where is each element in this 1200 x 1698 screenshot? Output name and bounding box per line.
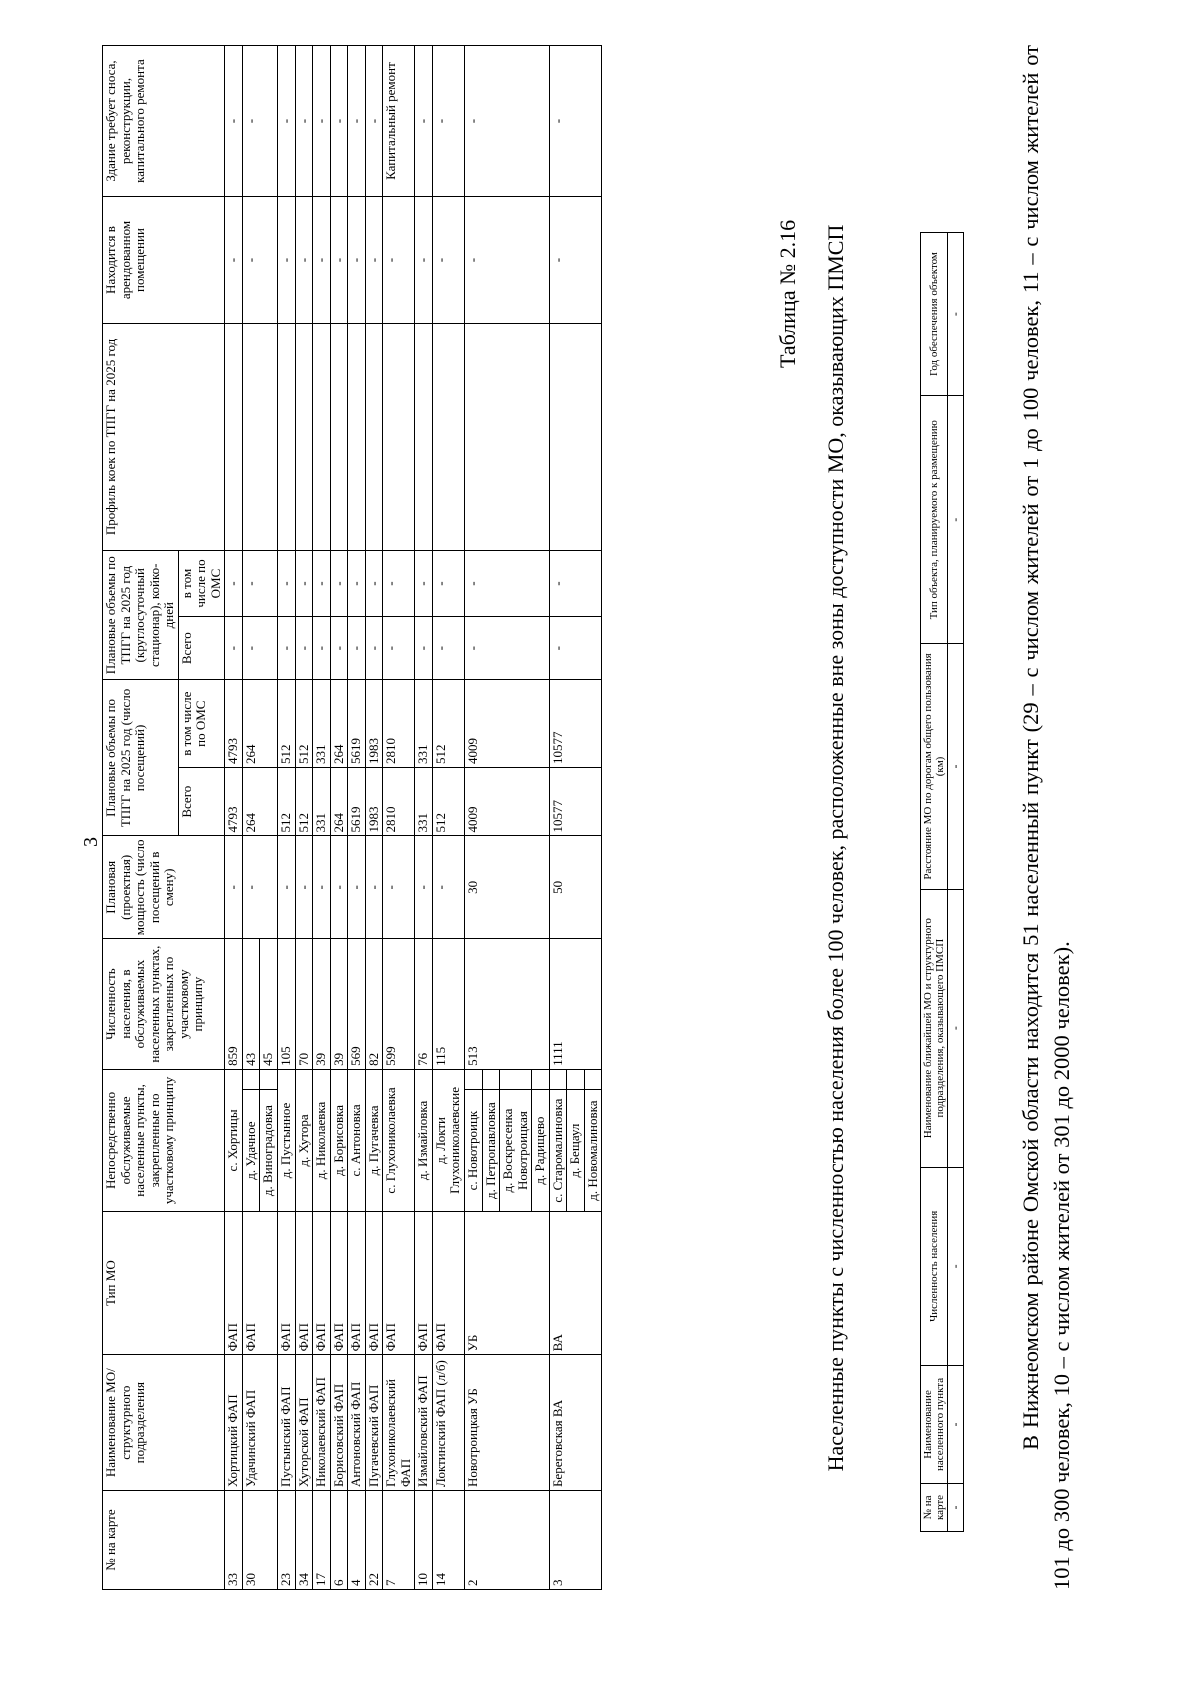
- cell-capacity: -: [278, 836, 296, 939]
- cell-beds-total: -: [415, 617, 433, 680]
- cell-profile: [313, 323, 331, 550]
- cell-visits-total: 2810: [383, 767, 415, 836]
- cell-population: 105: [278, 939, 296, 1070]
- cell-name: Новотроицкая УБ: [465, 1355, 550, 1491]
- cell-visits-oms: 512: [278, 680, 296, 768]
- header-beds-oms: в том числе по ОМС: [178, 551, 225, 617]
- table-caption: Таблица № 2.16: [775, 219, 800, 368]
- cell-settlement: д. Измайловка: [415, 1069, 433, 1211]
- cell-capacity: -: [365, 836, 383, 939]
- cell-rented: -: [348, 197, 366, 324]
- small-header-0: № на карте: [921, 1483, 948, 1531]
- cell-visits-total: 331: [313, 767, 331, 836]
- table-row: [330, 46, 348, 1590]
- cell-demolish: Капитальный ремонт: [383, 46, 415, 197]
- cell-beds-total: -: [432, 617, 464, 680]
- cell-population: 76: [415, 939, 433, 1070]
- cell-beds-total: -: [330, 617, 348, 680]
- cell-beds-oms: -: [313, 551, 331, 617]
- table-row: [295, 46, 313, 1590]
- cell-population: 599: [383, 939, 415, 1070]
- table-row: [432, 46, 464, 1590]
- cell-visits-oms: 4793: [225, 680, 243, 768]
- header-beds: Плановые объемы по ТПГГ на 2025 год (круглосуточный стационар), койко-дней: [103, 551, 179, 680]
- cell-population: 70: [295, 939, 313, 1070]
- cell-type: ФАП: [415, 1211, 433, 1354]
- cell-visits-total: 5619: [348, 767, 366, 836]
- cell-settlement: д. Пугачевка: [365, 1069, 383, 1211]
- cell-num: 3: [549, 1491, 602, 1590]
- cell-settlement-mark: [465, 1069, 483, 1089]
- cell-settlement-mark: [482, 1069, 500, 1089]
- cell-settlement: с. Новотроицк: [465, 1090, 483, 1212]
- cell-capacity: -: [432, 836, 464, 939]
- cell-settlement-mark: [567, 1069, 585, 1089]
- cell-profile: [242, 323, 277, 550]
- cell-settlement: с. Старомалиновка: [549, 1090, 567, 1212]
- cell-profile: [365, 323, 383, 550]
- small-cell-4: -: [948, 644, 964, 889]
- cell-population: 45: [260, 939, 278, 1070]
- cell-settlement: с. Хортицы: [225, 1069, 243, 1211]
- cell-type: ФАП: [242, 1211, 277, 1354]
- header-population: Численность населения, в обслуживаемых населенных пунктах, закрепленных по участковому принципу: [103, 939, 225, 1070]
- cell-beds-oms: -: [415, 551, 433, 617]
- cell-visits-oms: 1983: [365, 680, 383, 768]
- cell-beds-total: -: [465, 617, 550, 680]
- cell-profile: [549, 323, 602, 550]
- cell-population: 1111: [549, 939, 602, 1070]
- cell-settlement: с. Глухониколаевка: [383, 1069, 415, 1211]
- cell-beds-total: -: [225, 617, 243, 680]
- table-row: [383, 46, 415, 1590]
- cell-name: Пугачевский ФАП: [365, 1355, 383, 1491]
- cell-visits-total: 264: [242, 767, 277, 836]
- cell-beds-oms: -: [242, 551, 277, 617]
- cell-name: Борисовский ФАП: [330, 1355, 348, 1491]
- cell-num: 6: [330, 1491, 348, 1590]
- cell-beds-total: -: [242, 617, 277, 680]
- cell-settlement: д. Виноградовка: [260, 1090, 278, 1212]
- small-header-5: Тип объекта, планируемого к размещению: [921, 396, 948, 644]
- cell-visits-total: 10577: [549, 767, 602, 836]
- cell-capacity: -: [383, 836, 415, 939]
- cell-visits-oms: 4009: [465, 680, 550, 768]
- cell-settlement-mark: [532, 1069, 550, 1089]
- cell-visits-oms: 331: [415, 680, 433, 768]
- cell-rented: -: [242, 197, 277, 324]
- cell-settlement: д. Воскресенка Новотроицкая: [500, 1090, 532, 1212]
- cell-rented: -: [313, 197, 331, 324]
- cell-profile: [225, 323, 243, 550]
- cell-name: Береговская ВА: [549, 1355, 602, 1491]
- cell-beds-oms: -: [365, 551, 383, 617]
- cell-capacity: 30: [465, 836, 550, 939]
- cell-name: Николаевский ФАП: [313, 1355, 331, 1491]
- cell-visits-oms: 512: [432, 680, 464, 768]
- small-cell-1: -: [948, 1365, 964, 1483]
- small-header-6: Год обеспечения объектом: [921, 233, 948, 396]
- cell-beds-total: -: [365, 617, 383, 680]
- cell-beds-total: -: [278, 617, 296, 680]
- cell-type: УБ: [465, 1211, 550, 1354]
- cell-rented: -: [330, 197, 348, 324]
- header-beds-total: Всего: [178, 617, 225, 680]
- cell-settlement: д. Пустынное: [278, 1069, 296, 1211]
- cell-beds-oms: -: [295, 551, 313, 617]
- cell-demolish: -: [242, 46, 277, 197]
- cell-type: ФАП: [348, 1211, 366, 1354]
- cell-rented: -: [549, 197, 602, 324]
- cell-demolish: -: [295, 46, 313, 197]
- cell-beds-oms: -: [383, 551, 415, 617]
- cell-rented: -: [383, 197, 415, 324]
- header-profile: Профиль коек по ТПГГ на 2025 год: [103, 323, 225, 550]
- cell-population: 39: [313, 939, 331, 1070]
- cell-name: Локтинский ФАП (л/б): [432, 1355, 464, 1491]
- cell-settlement: д. Новомалиновка: [584, 1090, 602, 1212]
- cell-profile: [348, 323, 366, 550]
- cell-type: ФАП: [225, 1211, 243, 1354]
- cell-profile: [278, 323, 296, 550]
- header-settlements: Непосредственно обслуживаемые населенные пункты, закрепленные по участковому принципу: [103, 1069, 225, 1211]
- cell-num: 7: [383, 1491, 415, 1590]
- cell-beds-oms: -: [465, 551, 550, 617]
- cell-settlement: д. Николаевка: [313, 1069, 331, 1211]
- cell-demolish: -: [549, 46, 602, 197]
- facilities-table: [102, 45, 602, 1590]
- cell-settlement-mark: [500, 1069, 532, 1089]
- header-type: Тип МО: [103, 1211, 225, 1354]
- cell-type: ФАП: [330, 1211, 348, 1354]
- cell-visits-oms: 5619: [348, 680, 366, 768]
- cell-population: 115: [432, 939, 464, 1070]
- cell-population: 569: [348, 939, 366, 1070]
- cell-visits-oms: 10577: [549, 680, 602, 768]
- cell-profile: [415, 323, 433, 550]
- table-row: [313, 46, 331, 1590]
- cell-type: ФАП: [383, 1211, 415, 1354]
- small-header-1: Наименование населенного пункта: [921, 1365, 948, 1483]
- small-header-4: Расстояние МО по дорогам общего пользования (км): [921, 644, 948, 889]
- cell-demolish: -: [365, 46, 383, 197]
- cell-settlement: д. Локти Глухониколаевские: [432, 1069, 464, 1211]
- cell-num: 14: [432, 1491, 464, 1590]
- cell-demolish: -: [278, 46, 296, 197]
- cell-profile: [432, 323, 464, 550]
- header-visits-total: Всего: [178, 767, 225, 836]
- cell-num: 2: [465, 1491, 550, 1590]
- cell-rented: -: [295, 197, 313, 324]
- cell-rented: -: [278, 197, 296, 324]
- table-row: [278, 46, 296, 1590]
- cell-demolish: -: [432, 46, 464, 197]
- header-demolish: Здание требует сноса, реконструкции, капитального ремонта: [103, 46, 225, 197]
- cell-visits-oms: 264: [330, 680, 348, 768]
- cell-num: 34: [295, 1491, 313, 1590]
- cell-settlement-mark: [242, 1069, 260, 1089]
- small-cell-2: -: [948, 1167, 964, 1365]
- cell-demolish: -: [348, 46, 366, 197]
- cell-demolish: -: [225, 46, 243, 197]
- small-cell-3: -: [948, 889, 964, 1167]
- cell-rented: -: [365, 197, 383, 324]
- cell-name: Хуторской ФАП: [295, 1355, 313, 1491]
- cell-visits-oms: 512: [295, 680, 313, 768]
- cell-visits-total: 4793: [225, 767, 243, 836]
- cell-settlement-mark: [260, 1069, 278, 1089]
- cell-beds-oms: -: [549, 551, 602, 617]
- cell-beds-total: -: [295, 617, 313, 680]
- header-rented: Находится в арендованном помещении: [103, 197, 225, 324]
- out-of-zone-table: [920, 232, 964, 1532]
- cell-rented: -: [465, 197, 550, 324]
- table-row: [415, 46, 433, 1590]
- cell-population: 39: [330, 939, 348, 1070]
- cell-settlement: д. Хутора: [295, 1069, 313, 1211]
- cell-population: 859: [225, 939, 243, 1070]
- cell-beds-oms: -: [225, 551, 243, 617]
- header-visits: Плановые объемы по ТПГГ на 2025 год (число посещений): [103, 680, 179, 836]
- small-cell-5: -: [948, 396, 964, 644]
- cell-profile: [465, 323, 550, 550]
- table-row: [242, 46, 260, 1590]
- cell-num: 30: [242, 1491, 277, 1590]
- cell-visits-total: 512: [432, 767, 464, 836]
- cell-capacity: -: [313, 836, 331, 939]
- cell-rented: -: [415, 197, 433, 324]
- table-row: [465, 46, 483, 1590]
- table-row: [365, 46, 383, 1590]
- facilities-table-body: [225, 46, 602, 1590]
- header-visits-oms: в том числе по ОМС: [178, 680, 225, 768]
- cell-num: 4: [348, 1491, 366, 1590]
- cell-profile: [383, 323, 415, 550]
- small-header-3: Наименование ближайшей МО и структурного подразделения, оказывающего ПМСП: [921, 889, 948, 1167]
- cell-type: ФАП: [313, 1211, 331, 1354]
- cell-type: ФАП: [295, 1211, 313, 1354]
- cell-capacity: -: [225, 836, 243, 939]
- cell-demolish: -: [465, 46, 550, 197]
- header-num: № на карте: [103, 1491, 225, 1590]
- cell-type: ФАП: [432, 1211, 464, 1354]
- cell-name: Антоновский ФАП: [348, 1355, 366, 1491]
- small-cell-0: -: [948, 1483, 964, 1531]
- cell-capacity: -: [415, 836, 433, 939]
- header-capacity: Плановая (проектная) мощность (число посещений в смену): [103, 836, 225, 939]
- cell-visits-total: 4009: [465, 767, 550, 836]
- cell-settlement: д. Бещаул: [567, 1090, 585, 1212]
- district-paragraph: В Нижнеомском районе Омской области находится 51 населенный пункт (29 – с числом жителей от 1 до 100 человек, 11 – с числом жителей от 101 до 300 человек, 10 – с числом жителей от 301 до 2000 человек).: [1018, 45, 1075, 1590]
- cell-profile: [295, 323, 313, 550]
- cell-type: ВА: [549, 1211, 602, 1354]
- cell-demolish: -: [313, 46, 331, 197]
- cell-visits-oms: 331: [313, 680, 331, 768]
- cell-visits-total: 1983: [365, 767, 383, 836]
- cell-beds-oms: -: [278, 551, 296, 617]
- cell-visits-total: 512: [278, 767, 296, 836]
- cell-capacity: 50: [549, 836, 602, 939]
- cell-visits-total: 331: [415, 767, 433, 836]
- cell-type: ФАП: [365, 1211, 383, 1354]
- cell-capacity: -: [242, 836, 277, 939]
- cell-beds-total: -: [549, 617, 602, 680]
- cell-profile: [330, 323, 348, 550]
- table-row: [225, 46, 243, 1590]
- page-number: 3: [80, 837, 102, 847]
- cell-num: 33: [225, 1491, 243, 1590]
- cell-num: 22: [365, 1491, 383, 1590]
- cell-demolish: -: [330, 46, 348, 197]
- cell-beds-oms: -: [330, 551, 348, 617]
- cell-num: 10: [415, 1491, 433, 1590]
- cell-num: 17: [313, 1491, 331, 1590]
- cell-name: Хортицкий ФАП: [225, 1355, 243, 1491]
- cell-settlement: с. Антоновка: [348, 1069, 366, 1211]
- cell-visits-total: 264: [330, 767, 348, 836]
- cell-demolish: -: [415, 46, 433, 197]
- cell-rented: -: [225, 197, 243, 324]
- small-header-2: Численность населения: [921, 1167, 948, 1365]
- cell-name: Удачинский ФАП: [242, 1355, 277, 1491]
- cell-capacity: -: [295, 836, 313, 939]
- cell-capacity: -: [348, 836, 366, 939]
- cell-beds-total: -: [313, 617, 331, 680]
- cell-beds-total: -: [383, 617, 415, 680]
- cell-type: ФАП: [278, 1211, 296, 1354]
- cell-visits-oms: 264: [242, 680, 277, 768]
- section-title: Населенные пункты с численностью населения более 100 человек, расположенные вне зоны доступности МО, оказывающих ПМСП: [823, 224, 848, 1472]
- table-row: [549, 46, 567, 1590]
- table-row: [348, 46, 366, 1590]
- cell-settlement-mark: [549, 1069, 567, 1089]
- cell-beds-oms: -: [432, 551, 464, 617]
- cell-rented: -: [432, 197, 464, 324]
- cell-settlement: д. Удачное: [242, 1090, 260, 1212]
- cell-num: 23: [278, 1491, 296, 1590]
- cell-beds-total: -: [348, 617, 366, 680]
- cell-name: Глухониколаевский ФАП: [383, 1355, 415, 1491]
- cell-beds-oms: -: [348, 551, 366, 617]
- cell-settlement: д. Петропавловка: [482, 1090, 500, 1212]
- cell-population: 43: [242, 939, 260, 1070]
- header-name: Наименование МО/ структурного подразделения: [103, 1355, 225, 1491]
- cell-settlement-mark: [584, 1069, 602, 1089]
- cell-capacity: -: [330, 836, 348, 939]
- small-cell-6: -: [948, 233, 964, 396]
- cell-visits-oms: 2810: [383, 680, 415, 768]
- cell-population: 82: [365, 939, 383, 1070]
- cell-name: Измайловский ФАП: [415, 1355, 433, 1491]
- cell-visits-total: 512: [295, 767, 313, 836]
- cell-population: 513: [465, 939, 550, 1070]
- cell-settlement: д. Радищево: [532, 1090, 550, 1212]
- cell-settlement: д. Борисовка: [330, 1069, 348, 1211]
- cell-name: Пустынский ФАП: [278, 1355, 296, 1491]
